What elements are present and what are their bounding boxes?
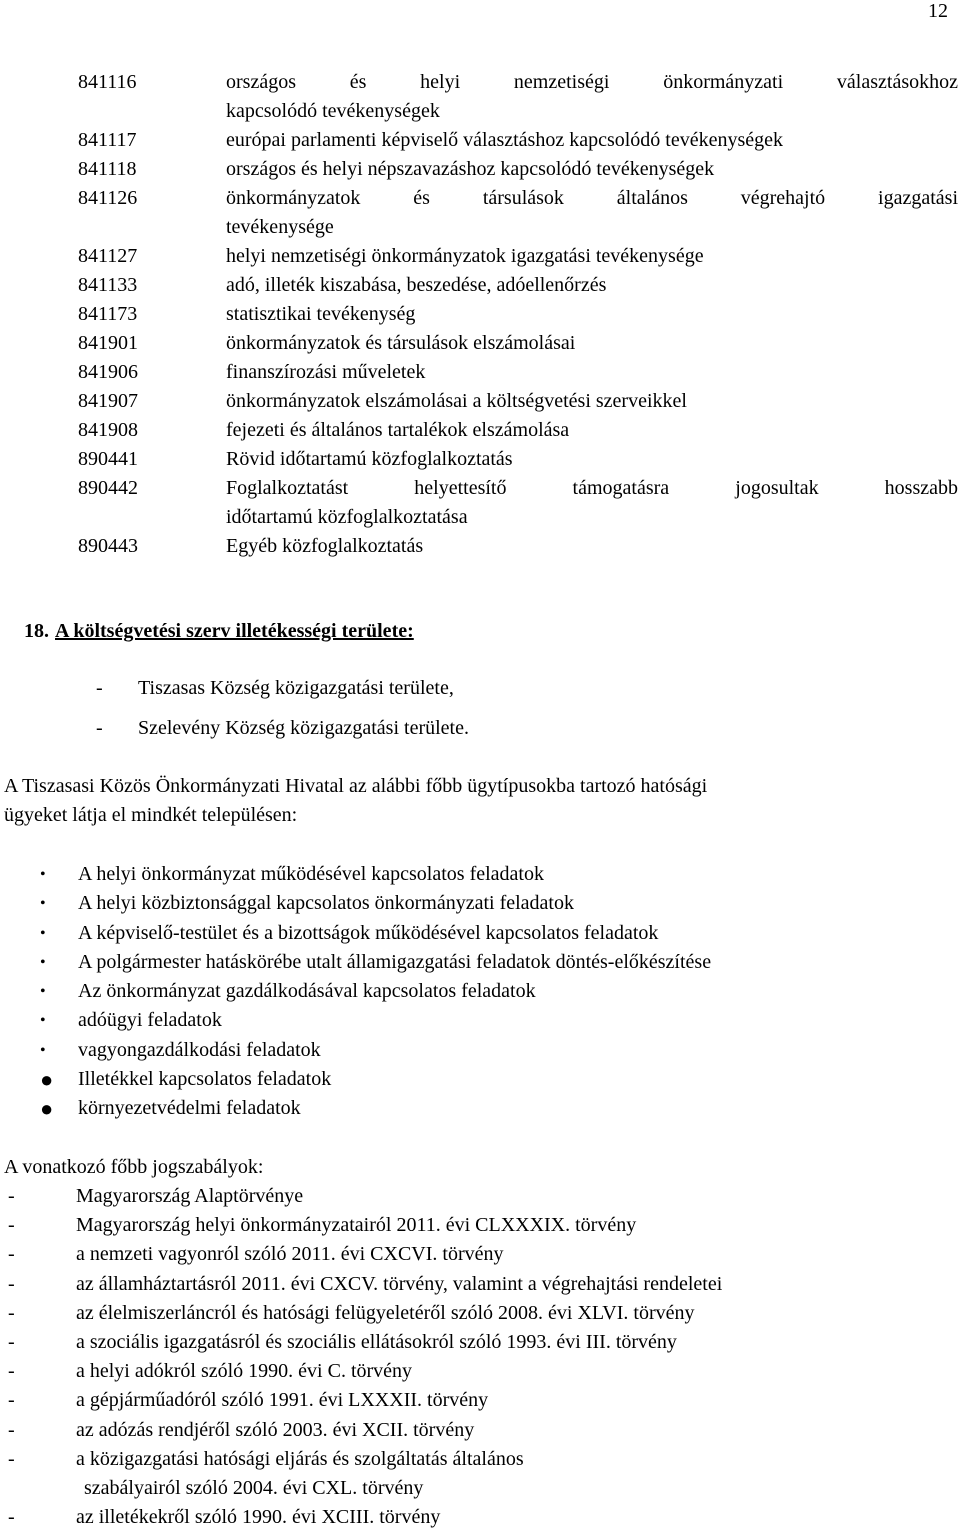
task-text: Illetékkel kapcsolatos feladatok — [78, 1068, 332, 1091]
code-row — [78, 213, 958, 242]
dash-marker: - — [8, 1389, 15, 1412]
list-item — [40, 860, 711, 889]
activity-code-list — [78, 68, 958, 561]
paragraph-line: A Tiszasasi Közös Önkormányzati Hivatal az alábbi főbb ügytípusokba tartozó hatósági — [4, 775, 708, 797]
list-item — [4, 1503, 722, 1532]
activity-description: időtartamú közfoglalkoztatása — [226, 506, 468, 528]
code-row — [78, 271, 958, 300]
code-row — [78, 503, 958, 532]
dash-marker: - — [8, 1185, 15, 1207]
dash-marker: - — [8, 1506, 15, 1529]
activity-description: adó, illeték kiszabása, beszedése, adóellenőrzés — [226, 274, 607, 296]
territory-text: Szelevény Község közigazgatási területe. — [138, 717, 469, 739]
activity-code: 841906 — [78, 361, 138, 383]
dash-marker: - — [8, 1418, 15, 1441]
activity-description: tevékenysége — [226, 216, 334, 238]
task-text: A helyi önkormányzat működésével kapcsolatos feladatok — [78, 863, 544, 885]
list-item — [40, 1094, 711, 1123]
code-row — [78, 329, 958, 358]
code-row — [78, 358, 958, 387]
dash-marker: - — [8, 1331, 15, 1354]
bullet-icon: • — [40, 924, 46, 942]
code-row — [78, 184, 958, 213]
list-item — [4, 1445, 722, 1474]
list-item — [4, 1357, 722, 1386]
law-text: a nemzeti vagyonról szóló 2011. évi CXCVI. törvény — [76, 1243, 504, 1266]
code-row — [78, 68, 958, 97]
activity-description: önkormányzatok és társulások elszámolásai — [226, 332, 576, 354]
activity-code: 841116 — [78, 71, 137, 93]
task-text: A képviselő-testület és a bizottságok működésével kapcsolatos feladatok — [78, 921, 659, 944]
law-text: az adózás rendjéről szóló 2003. évi XCII. törvény — [76, 1418, 475, 1441]
code-row — [78, 445, 958, 474]
bullet-icon: ● — [40, 1096, 54, 1122]
list-item — [4, 1328, 722, 1357]
code-row — [78, 126, 958, 155]
dash-marker: - — [8, 1214, 15, 1237]
activity-code: 841173 — [78, 303, 138, 325]
law-text: a gépjárműadóról szóló 1991. évi LXXXII. törvény — [76, 1389, 489, 1412]
territory-list — [96, 674, 469, 742]
activity-description: Rövid időtartamú közfoglalkoztatás — [226, 448, 513, 470]
code-row — [78, 300, 958, 329]
activity-code: 841133 — [78, 274, 138, 296]
code-row — [78, 155, 958, 184]
paragraph-line: ügyeket látja el mindkét településen: — [4, 804, 298, 826]
activity-code: 841118 — [78, 158, 137, 180]
activity-code: 890443 — [78, 535, 138, 557]
section-number: 18. — [24, 620, 49, 642]
activity-code: 890441 — [78, 448, 138, 470]
bullet-icon: • — [40, 895, 46, 913]
law-text: Magyarország helyi önkormányzatairól 2011. évi CLXXXIX. törvény — [76, 1214, 637, 1237]
page-number: 12 — [928, 0, 948, 22]
law-text: az élelmiszerláncról és hatósági felügyeletéről szóló 2008. évi XLVI. törvény — [76, 1301, 695, 1324]
task-text: környezetvédelmi feladatok — [78, 1097, 301, 1120]
task-text: A polgármester hatáskörébe utalt államigazgatási feladatok döntés-előkészítése — [78, 950, 712, 973]
activity-description: statisztikai tevékenység — [226, 303, 416, 325]
activity-description: országos és helyi népszavazáshoz kapcsolódó tevékenységek — [226, 158, 715, 180]
bullet-icon: ● — [40, 1067, 54, 1093]
bullet-icon: • — [40, 983, 46, 1001]
list-item — [40, 1036, 711, 1065]
section-heading — [24, 617, 414, 645]
activity-code: 841127 — [78, 245, 138, 267]
task-list — [40, 860, 711, 1124]
list-item — [96, 714, 469, 742]
activity-code: 841907 — [78, 390, 138, 412]
dash-marker: - — [8, 1447, 15, 1470]
list-item — [4, 1386, 722, 1415]
bullet-icon: • — [40, 1012, 46, 1030]
law-text-continuation: szabályairól szóló 2004. évi CXL. törvény — [84, 1477, 424, 1500]
intro-paragraph — [4, 772, 884, 830]
bullet-icon: • — [40, 866, 46, 883]
list-item — [40, 889, 711, 918]
list-item — [40, 1065, 711, 1094]
code-spacer — [78, 97, 226, 126]
task-text: adóügyi feladatok — [78, 1009, 222, 1032]
law-text: Magyarország Alaptörvénye — [76, 1185, 304, 1207]
code-row — [78, 474, 958, 503]
laws-heading: A vonatkozó főbb jogszabályok: — [4, 1156, 264, 1178]
list-item — [40, 919, 711, 948]
activity-code: 841126 — [78, 187, 138, 209]
code-row — [78, 416, 958, 445]
code-row — [78, 97, 958, 126]
activity-description: Egyéb közfoglalkoztatás — [226, 535, 424, 557]
activity-description: fejezeti és általános tartalékok elszámolása — [226, 419, 570, 441]
activity-description: kapcsolódó tevékenységek — [226, 100, 440, 122]
activity-description: helyi nemzetiségi önkormányzatok igazgatási tevékenysége — [226, 245, 704, 267]
list-item — [4, 1299, 722, 1328]
territory-text: Tiszasas Község közigazgatási területe, — [138, 677, 454, 699]
dash-marker: - — [96, 677, 103, 699]
activity-description: önkormányzatok elszámolásai a költségvetési szerveikkel — [226, 390, 687, 412]
law-text: az illetékekről szóló 1990. évi XCIII. törvény — [76, 1506, 441, 1529]
activity-code: 890442 — [78, 477, 138, 499]
dash-marker: - — [8, 1301, 15, 1324]
code-spacer — [78, 213, 226, 242]
task-text: A helyi közbiztonsággal kapcsolatos önkormányzati feladatok — [78, 892, 574, 915]
activity-description: országos és helyi nemzetiségi önkormányzati választásokhoz — [226, 71, 958, 93]
list-item — [4, 1240, 722, 1269]
dash-marker: - — [8, 1272, 15, 1295]
code-row — [78, 242, 958, 271]
list-item — [4, 1211, 722, 1240]
law-text: a helyi adókról szóló 1990. évi C. törvény — [76, 1360, 413, 1383]
law-text: a közigazgatási hatósági eljárás és szolgáltatás általános — [76, 1447, 524, 1470]
list-item — [40, 1006, 711, 1035]
dash-marker: - — [96, 717, 103, 739]
activity-code: 841117 — [78, 129, 137, 151]
dash-marker: - — [8, 1243, 15, 1266]
code-row — [78, 387, 958, 416]
code-row — [78, 532, 958, 561]
law-list — [4, 1182, 722, 1532]
list-item — [96, 674, 469, 702]
code-spacer — [78, 503, 226, 532]
activity-description: finanszírozási műveletek — [226, 361, 426, 383]
list-item — [4, 1416, 722, 1445]
list-item — [40, 977, 711, 1006]
list-item — [4, 1270, 722, 1299]
list-item — [4, 1182, 722, 1211]
section-title: A költségvetési szerv illetékességi területe: — [55, 620, 414, 642]
activity-code: 841908 — [78, 419, 138, 441]
dash-marker: - — [8, 1360, 15, 1383]
list-item — [40, 948, 711, 977]
task-text: vagyongazdálkodási feladatok — [78, 1038, 321, 1061]
activity-description: Foglalkoztatást helyettesítő támogatásra jogosultak hosszabb — [226, 477, 958, 499]
activity-description: európai parlamenti képviselő választáshoz kapcsolódó tevékenységek — [226, 129, 784, 151]
task-text: Az önkormányzat gazdálkodásával kapcsolatos feladatok — [78, 980, 536, 1003]
bullet-icon: • — [40, 1041, 46, 1059]
activity-description: önkormányzatok és társulások általános végrehajtó igazgatási — [226, 187, 958, 209]
law-text: a szociális igazgatásról és szociális ellátásokról szóló 1993. évi III. törvény — [76, 1331, 677, 1354]
bullet-icon: • — [40, 953, 46, 971]
activity-code: 841901 — [78, 332, 138, 354]
law-text: az államháztartásról 2011. évi CXCV. törvény, valamint a végrehajtási rendeletei — [76, 1272, 723, 1295]
